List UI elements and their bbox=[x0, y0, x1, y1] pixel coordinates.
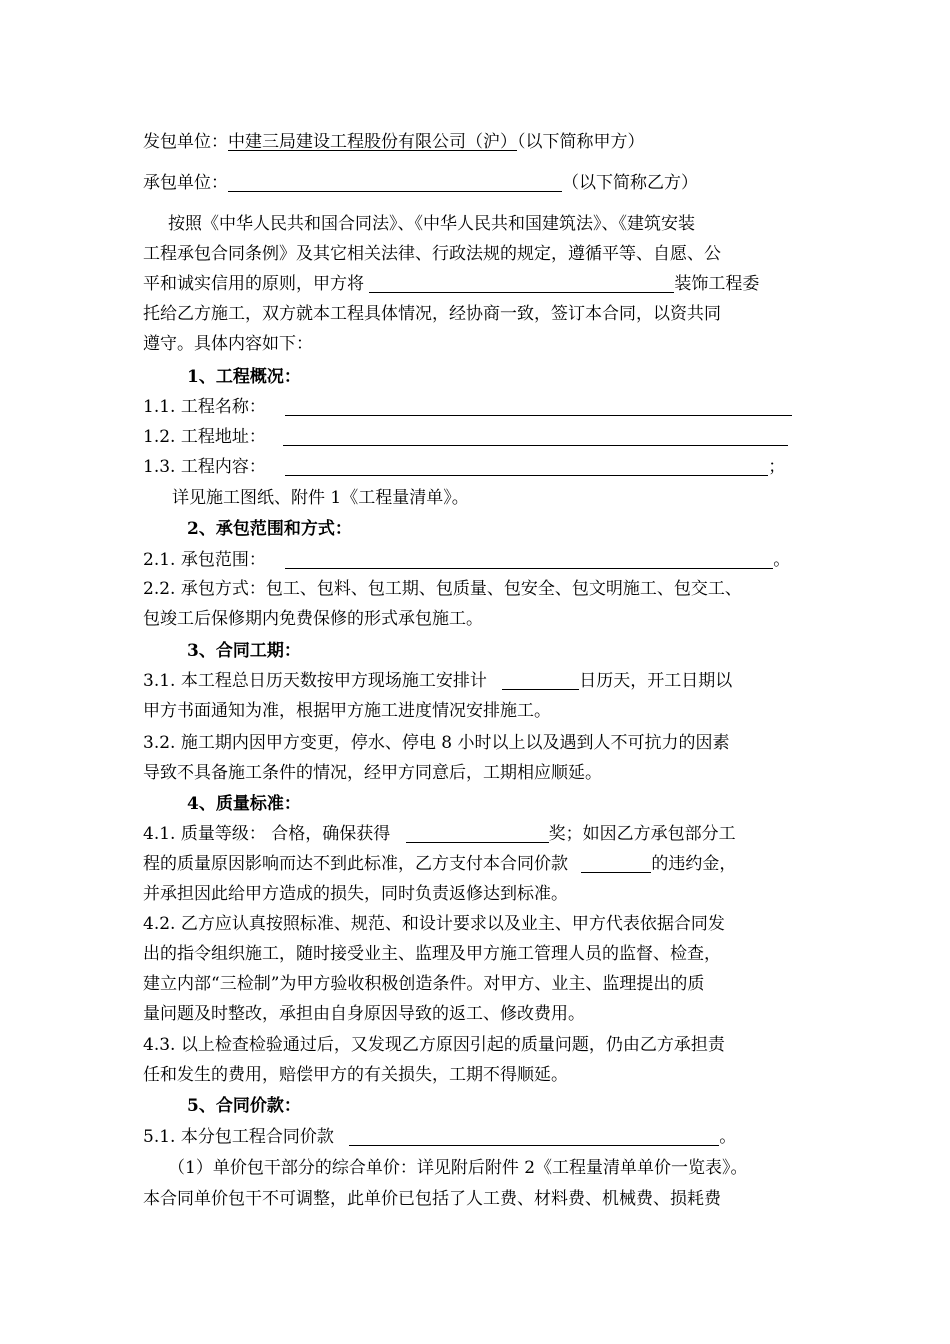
item-5-1-end: 。 bbox=[719, 1127, 737, 1147]
item-4-1-line-2-start: 程的质量原因影响而达不到此标准，乙方支付本合同价款 bbox=[143, 854, 568, 874]
item-4-1-line-3: 并承担因此给甲方造成的损失，同时负责返修达到标准。 bbox=[143, 884, 568, 904]
item-5-1 bbox=[143, 1126, 736, 1148]
intro-line-3-end: 装饰工程委 bbox=[674, 274, 760, 294]
item-1-1 bbox=[143, 396, 792, 418]
intro-line-1: 按照《中华人民共和国合同法》、《中华人民共和国建筑法》、《建筑安装 bbox=[168, 214, 695, 234]
item-3-2-line-1: 3.2. 施工期内因甲方变更，停水、停电 8 小时以上以及遇到人不可抗力的因素 bbox=[143, 733, 730, 753]
section-1-note: 详见施工图纸、附件 1《工程量清单》。 bbox=[172, 488, 469, 508]
project-content-field[interactable] bbox=[285, 458, 768, 476]
contract-price-field[interactable] bbox=[349, 1128, 719, 1146]
item-4-1-mid: 奖；如因乙方承包部分工 bbox=[548, 824, 736, 844]
section-3-title: 3、合同工期： bbox=[187, 641, 301, 661]
intro-line-4: 托给乙方施工，双方就本工程具体情况，经协商一致，签订本合同，以资共同 bbox=[143, 304, 721, 324]
project-name-field[interactable] bbox=[285, 398, 792, 416]
penalty-field[interactable] bbox=[581, 855, 651, 873]
section-5-title: 5、合同价款： bbox=[187, 1096, 301, 1116]
project-name-blank[interactable] bbox=[369, 275, 674, 293]
award-field[interactable] bbox=[406, 825, 549, 843]
party-a-suffix: （以下简称甲方） bbox=[517, 132, 645, 152]
item-4-2-line-4: 量问题及时整改，承担由自身原因导致的返工、修改费用。 bbox=[143, 1004, 585, 1024]
party-b-name-blank[interactable] bbox=[228, 174, 562, 192]
section-1-title: 1、工程概况： bbox=[187, 367, 301, 387]
intro-line-2: 工程承包合同条例》及其它相关法律、行政法规的规定，遵循平等、自愿、公 bbox=[143, 244, 721, 264]
scope-field[interactable] bbox=[285, 551, 773, 569]
item-3-1-end: 日历天，开工日期以 bbox=[579, 671, 733, 691]
item-1-2 bbox=[143, 426, 788, 448]
party-b-line bbox=[143, 172, 698, 194]
item-5-1-1-line-1: （1）单价包干部分的综合单价：详见附后附件 2《工程量清单单价一览表》。 bbox=[168, 1158, 748, 1178]
item-2-1 bbox=[143, 549, 790, 571]
party-b-label: 承包单位： bbox=[143, 173, 228, 193]
party-a-label: 发包单位： bbox=[143, 132, 228, 152]
item-4-2-line-2: 出的指令组织施工，随时接受业主、监理及甲方施工管理人员的监督、检查， bbox=[143, 944, 721, 964]
item-4-1-start: 4.1. 质量等级： 合格，确保获得 bbox=[143, 824, 391, 844]
item-4-3-line-1: 4.3. 以上检查检验通过后，又发现乙方原因引起的质量问题，仍由乙方承担责 bbox=[143, 1035, 725, 1055]
item-4-1-line-2-end: 的违约金， bbox=[651, 854, 737, 874]
item-2-1-label: 2.1. 承包范围： bbox=[143, 550, 266, 570]
item-2-1-end: 。 bbox=[773, 550, 791, 570]
item-3-1-start: 3.1. 本工程总日历天数按甲方现场施工安排计 bbox=[143, 671, 487, 691]
item-5-1-1-line-2: 本合同单价包干不可调整，此单价已包括了人工费、材料费、机械费、损耗费 bbox=[143, 1189, 721, 1209]
duration-days-field[interactable] bbox=[502, 672, 579, 690]
party-a-name: 中建三局建设工程股份有限公司（沪） bbox=[228, 132, 517, 152]
section-2-title: 2、承包范围和方式： bbox=[187, 519, 352, 539]
intro-line-5: 遵守。具体内容如下： bbox=[143, 334, 313, 354]
section-4-title: 4、质量标准： bbox=[187, 794, 301, 814]
item-1-3 bbox=[143, 456, 785, 478]
intro-line-3-text: 平和诚实信用的原则，甲方将 bbox=[143, 274, 364, 294]
item-5-1-start: 5.1. 本分包工程合同价款 bbox=[143, 1127, 334, 1147]
item-1-2-label: 1.2. 工程地址： bbox=[143, 427, 266, 447]
party-b-suffix: （以下简称乙方） bbox=[562, 173, 698, 193]
item-4-3-line-2: 任和发生的费用，赔偿甲方的有关损失，工期不得顺延。 bbox=[143, 1065, 568, 1085]
intro-line-3 bbox=[143, 273, 759, 295]
item-4-1-line-1 bbox=[143, 823, 736, 845]
item-1-1-label: 1.1. 工程名称： bbox=[143, 397, 266, 417]
item-4-1-line-2 bbox=[143, 853, 736, 875]
project-address-field[interactable] bbox=[283, 428, 788, 446]
item-3-2-line-2: 导致不具备施工条件的情况，经甲方同意后，工期相应顺延。 bbox=[143, 763, 602, 783]
item-4-2-line-1: 4.2. 乙方应认真按照标准、规范、和设计要求以及业主、甲方代表依据合同发 bbox=[143, 914, 725, 934]
item-1-3-end: ； bbox=[768, 457, 786, 477]
item-2-2-line-1: 2.2. 承包方式：包工、包料、包工期、包质量、包安全、包文明施工、包交工、 bbox=[143, 579, 742, 599]
item-3-1-line-1 bbox=[143, 670, 732, 692]
item-4-2-line-3: 建立内部“三检制”为甲方验收积极创造条件。对甲方、业主、监理提出的质 bbox=[143, 974, 705, 994]
item-2-2-line-2: 包竣工后保修期内免费保修的形式承包施工。 bbox=[143, 609, 483, 629]
item-1-3-label: 1.3. 工程内容： bbox=[143, 457, 266, 477]
party-a-line bbox=[143, 131, 645, 153]
item-3-1-line-2: 甲方书面通知为准，根据甲方施工进度情况安排施工。 bbox=[143, 701, 551, 721]
